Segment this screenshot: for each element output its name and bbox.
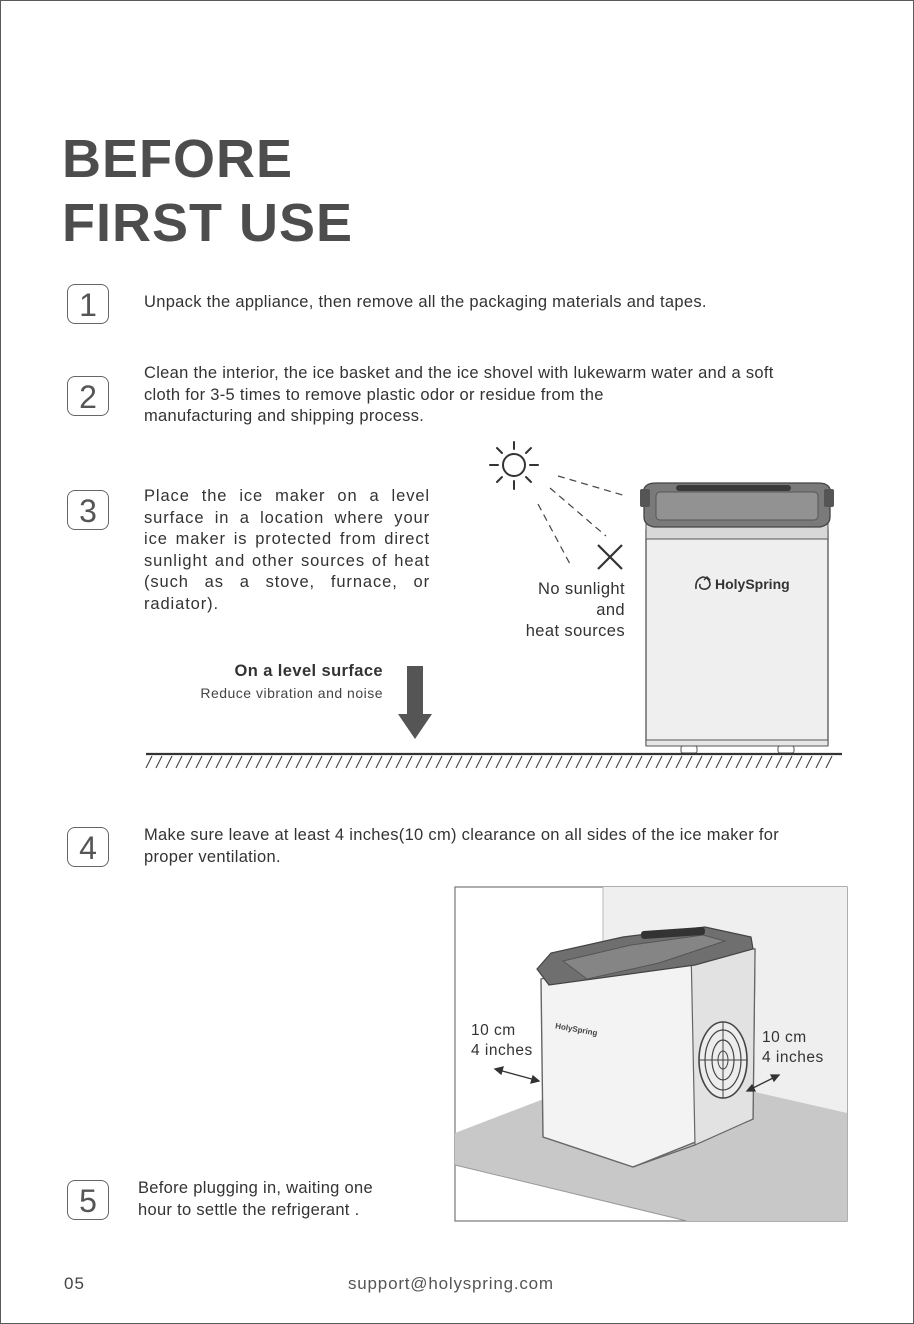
ground-hatch-mark bbox=[156, 756, 162, 768]
ground-hatch-mark bbox=[466, 756, 472, 768]
brand-logo-icon bbox=[694, 575, 712, 591]
brand-logo-text: HolySpring bbox=[715, 576, 790, 592]
ground-hatch-mark bbox=[216, 756, 222, 768]
ground-hatch-mark bbox=[826, 756, 832, 768]
ground-hatch-mark bbox=[496, 756, 502, 768]
ground-hatch-mark bbox=[396, 756, 402, 768]
prohibited-x-icon bbox=[596, 543, 624, 571]
brand-logo-small: HolySpring bbox=[554, 1021, 599, 1038]
ground-hatch-mark bbox=[646, 756, 652, 768]
step-5-line: Before plugging in, waiting one bbox=[138, 1179, 373, 1197]
ground-hatch-mark bbox=[776, 756, 782, 768]
sun-warning-line: and bbox=[596, 601, 625, 619]
ground-hatch-mark bbox=[556, 756, 562, 768]
ground-hatch-mark bbox=[696, 756, 702, 768]
ground-hatch-mark bbox=[616, 756, 622, 768]
ground-hatch-mark bbox=[596, 756, 602, 768]
ground-hatch-mark bbox=[566, 756, 572, 768]
ground-hatch-mark bbox=[626, 756, 632, 768]
ground-hatch-mark bbox=[786, 756, 792, 768]
clearance-right-line: 10 cm bbox=[762, 1029, 807, 1046]
step-number-2: 2 bbox=[67, 376, 109, 416]
support-email: support@holyspring.com bbox=[348, 1274, 554, 1293]
ground-hatch-mark bbox=[316, 756, 322, 768]
ground-hatch-mark bbox=[636, 756, 642, 768]
ground-hatch-mark bbox=[576, 756, 582, 768]
ground-hatch-mark bbox=[476, 756, 482, 768]
ground-hatch-mark bbox=[606, 756, 612, 768]
step-3-text: Place the ice maker on a level surface in a location where your ice maker is protected from direct sunlight and other sources of heat (such as a stove, furnace, or radiator). bbox=[144, 487, 430, 613]
ground-hatch-mark bbox=[486, 756, 492, 768]
ground-hatch-mark bbox=[376, 756, 382, 768]
step-4-line: proper ventilation. bbox=[144, 847, 281, 866]
ground-hatch-mark bbox=[296, 756, 302, 768]
sun-warning-line: No sunlight bbox=[538, 580, 625, 598]
page-title-line2: FIRST USE bbox=[62, 193, 354, 253]
level-surface-subtitle: Reduce vibration and noise bbox=[200, 685, 383, 701]
clearance-left-line: 10 cm bbox=[471, 1022, 516, 1039]
ground-hatch-mark bbox=[716, 756, 722, 768]
step-4-text bbox=[144, 825, 779, 868]
ground-hatch-mark bbox=[746, 756, 752, 768]
ground-hatch-mark bbox=[276, 756, 282, 768]
ground-hatch-mark bbox=[436, 756, 442, 768]
ground-hatch-mark bbox=[406, 756, 412, 768]
step-2-line: Clean the interior, the ice basket and the ice shovel with lukewarm water and a soft bbox=[144, 364, 774, 382]
ground-hatch-mark bbox=[666, 756, 672, 768]
ground-hatch-mark bbox=[506, 756, 512, 768]
ground-hatch-mark bbox=[366, 756, 372, 768]
step-number-4: 4 bbox=[67, 827, 109, 867]
ground-hatch-mark bbox=[306, 756, 312, 768]
ground-hatch-mark bbox=[756, 756, 762, 768]
step-2-text bbox=[144, 363, 774, 428]
clearance-left-label bbox=[471, 1021, 533, 1061]
ground-hatch-mark bbox=[146, 756, 152, 768]
step-5-line: hour to settle the refrigerant . bbox=[138, 1200, 360, 1219]
ground-hatch-mark bbox=[676, 756, 682, 768]
ground-hatch-mark bbox=[266, 756, 272, 768]
ground-hatch-mark bbox=[586, 756, 592, 768]
page-number: 05 bbox=[64, 1274, 85, 1293]
ground-hatch-mark bbox=[176, 756, 182, 768]
ground-hatch-mark bbox=[256, 756, 262, 768]
ground-hatch-mark bbox=[166, 756, 172, 768]
ice-maker-front-illustration bbox=[636, 475, 836, 760]
ground-hatch-mark bbox=[386, 756, 392, 768]
ground-hatch-mark bbox=[356, 756, 362, 768]
step-1-text: Unpack the appliance, then remove all the packaging materials and tapes. bbox=[144, 293, 707, 311]
ground-hatch-mark bbox=[536, 756, 542, 768]
ground-hatch-mark bbox=[686, 756, 692, 768]
level-surface-title: On a level surface bbox=[234, 662, 383, 680]
ground-hatch-mark bbox=[816, 756, 822, 768]
ground-hatch-mark bbox=[806, 756, 812, 768]
ground-hatch-mark bbox=[246, 756, 252, 768]
clearance-right-label bbox=[762, 1028, 824, 1068]
page-title-line1: BEFORE bbox=[62, 129, 294, 189]
ground-hatch-mark bbox=[196, 756, 202, 768]
ground-hatch-mark bbox=[726, 756, 732, 768]
sun-warning-label bbox=[526, 579, 625, 642]
ground-hatch-mark bbox=[516, 756, 522, 768]
ground-hatch-mark bbox=[706, 756, 712, 768]
sun-warning-line: heat sources bbox=[525, 622, 625, 640]
ground-hatch-mark bbox=[186, 756, 192, 768]
ground-hatch-mark bbox=[526, 756, 532, 768]
ground-hatch-mark bbox=[286, 756, 292, 768]
down-arrow-icon bbox=[396, 666, 434, 740]
ground-hatch-mark bbox=[766, 756, 772, 768]
ground-hatch-mark bbox=[546, 756, 552, 768]
ground-hatch-mark bbox=[236, 756, 242, 768]
step-5-text bbox=[138, 1178, 373, 1221]
ground-hatch-mark bbox=[416, 756, 422, 768]
ground-hatch-mark bbox=[446, 756, 452, 768]
step-4-line: Make sure leave at least 4 inches(10 cm) clearance on all sides of the ice maker for bbox=[144, 826, 780, 844]
step-number-5: 5 bbox=[67, 1180, 109, 1220]
ground-surface bbox=[146, 752, 842, 772]
clearance-left-line: 4 inches bbox=[471, 1042, 533, 1059]
ground-hatch-mark bbox=[226, 756, 232, 768]
ground-hatch-mark bbox=[656, 756, 662, 768]
ground-hatch-mark bbox=[336, 756, 342, 768]
ground-hatch-mark bbox=[456, 756, 462, 768]
step-number-1: 1 bbox=[67, 284, 109, 324]
clearance-right-line: 4 inches bbox=[762, 1049, 824, 1066]
step-number-3: 3 bbox=[67, 490, 109, 530]
step-2-line: cloth for 3-5 times to remove plastic odor or residue from the bbox=[144, 385, 604, 404]
ground-hatch-mark bbox=[736, 756, 742, 768]
ground-hatch-mark bbox=[206, 756, 212, 768]
step-2-line: manufacturing and shipping process. bbox=[144, 407, 425, 425]
ground-hatch-mark bbox=[326, 756, 332, 768]
ground-hatch-mark bbox=[796, 756, 802, 768]
ground-hatch-mark bbox=[346, 756, 352, 768]
ground-hatch-mark bbox=[426, 756, 432, 768]
